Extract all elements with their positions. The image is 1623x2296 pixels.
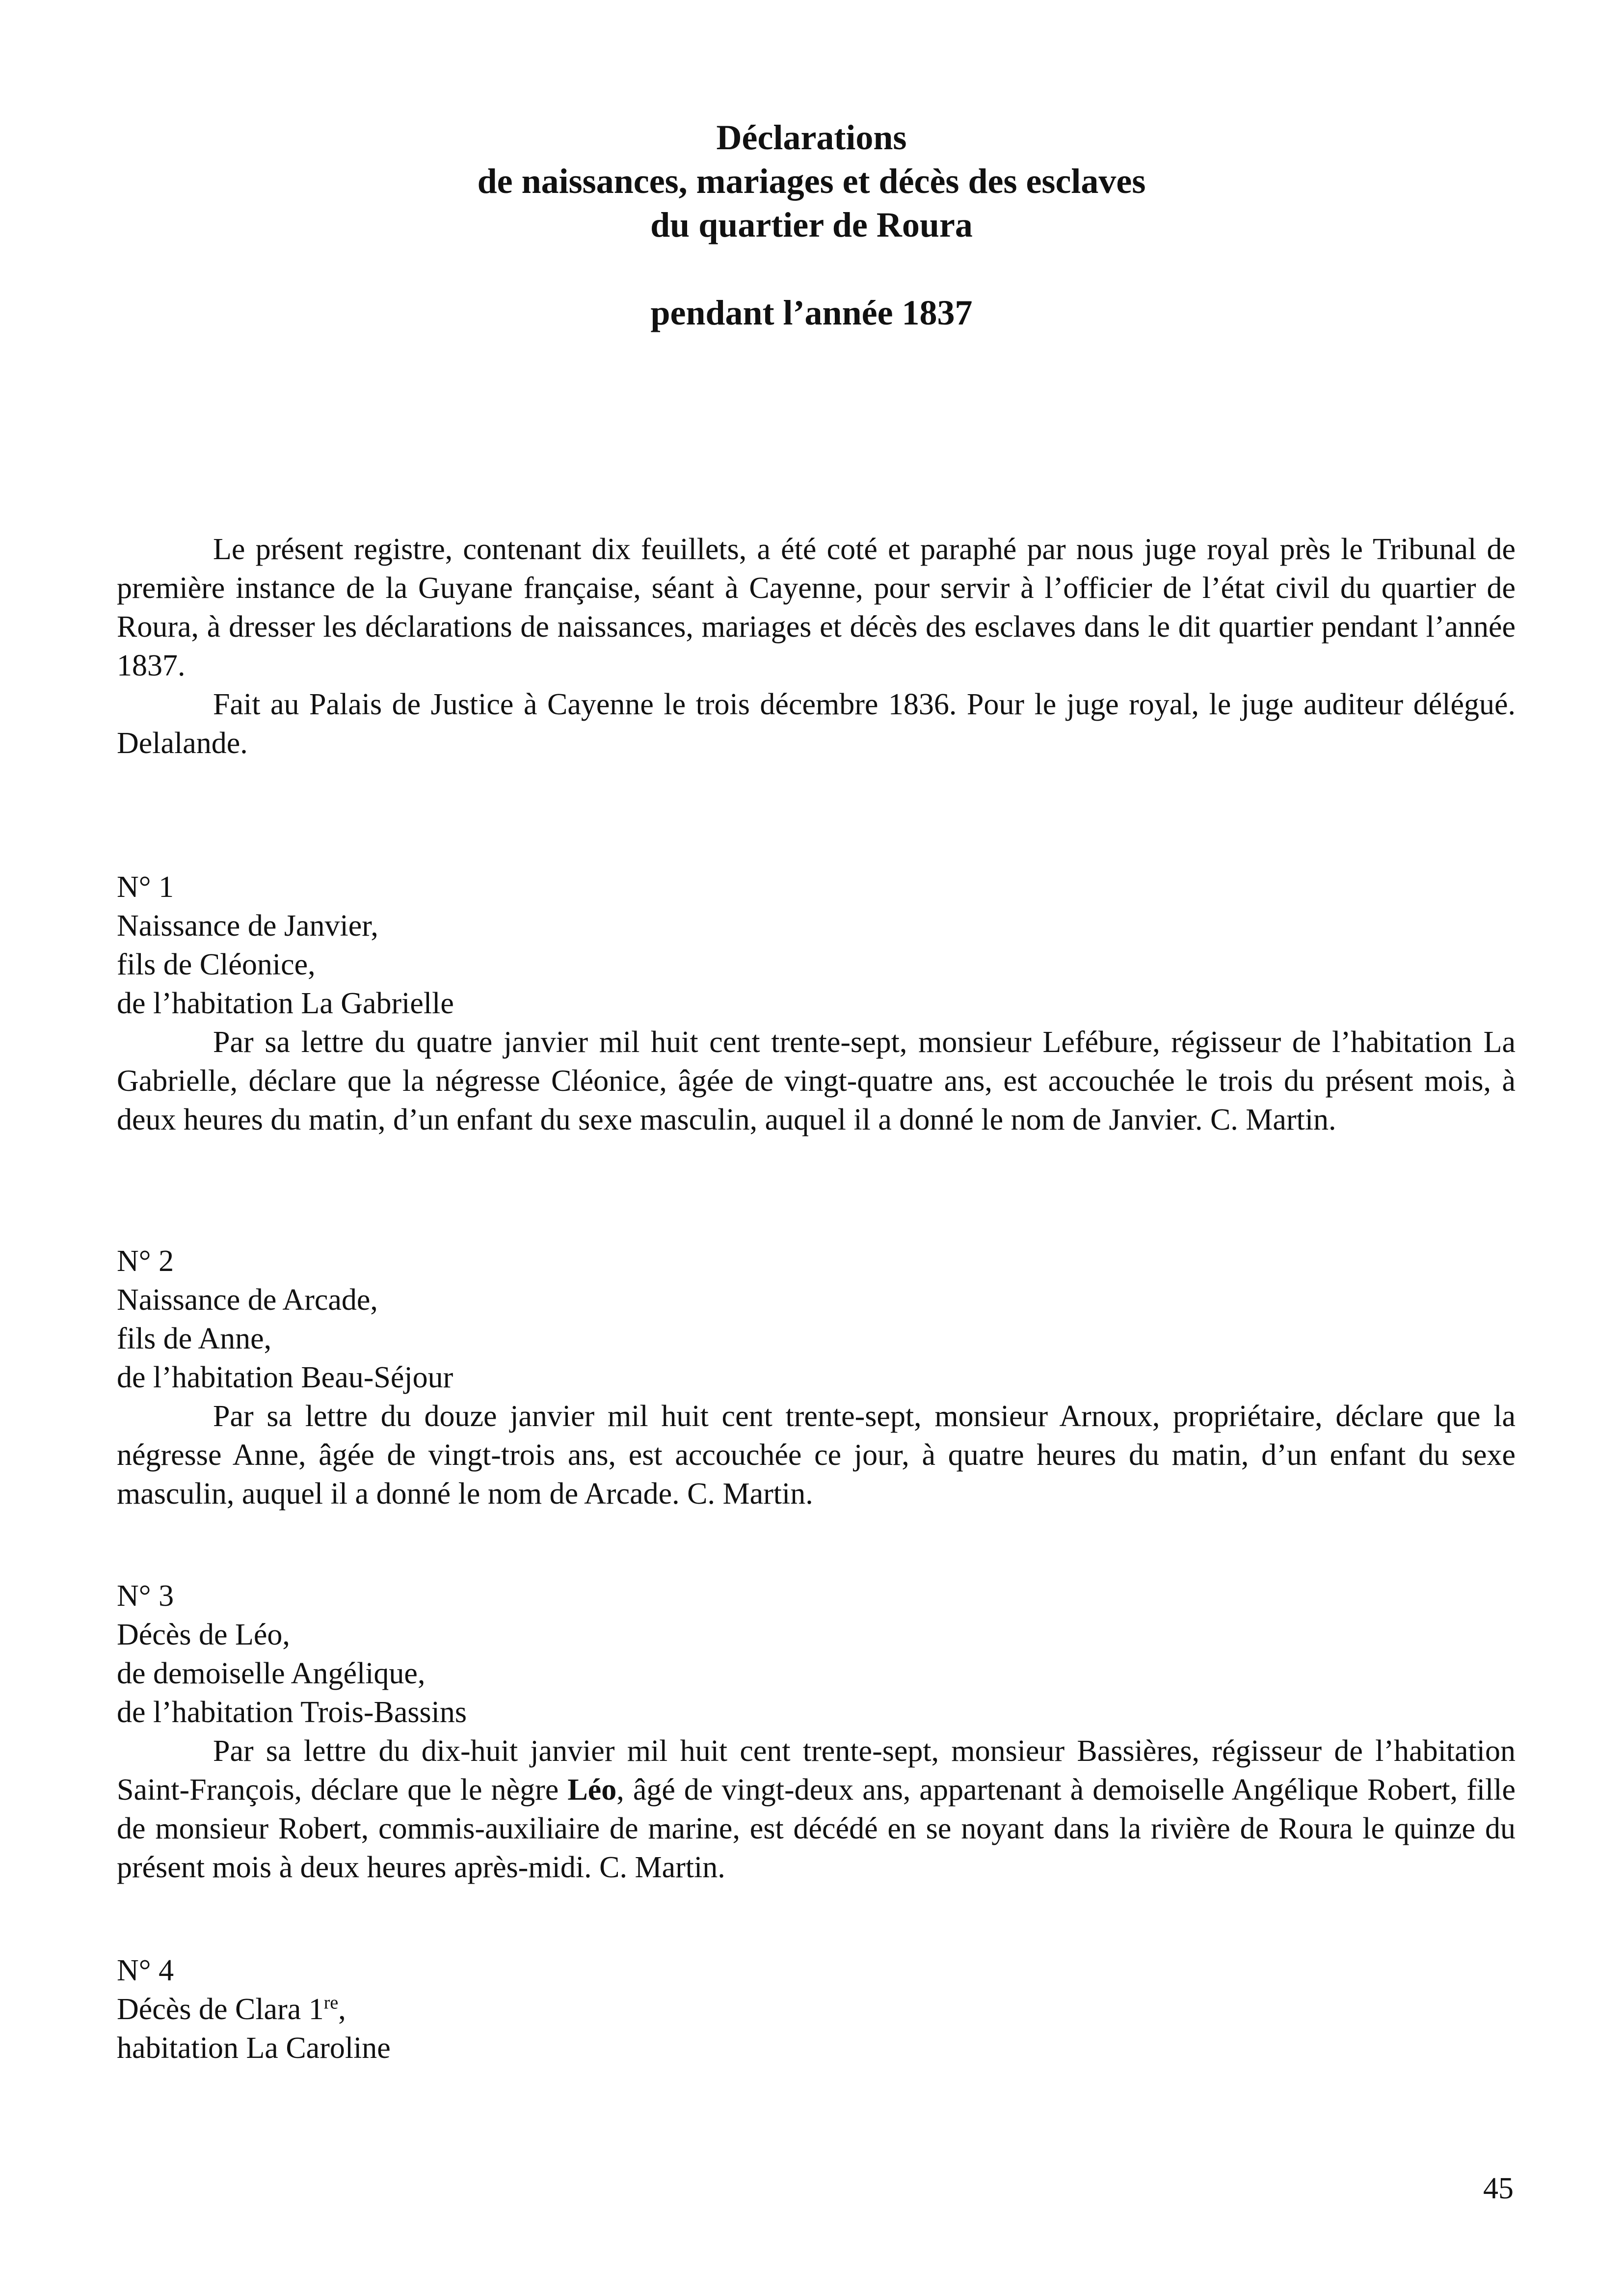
- entry-heading: de demoiselle Angélique,: [117, 1657, 426, 1690]
- entry-body: Par sa lettre du douze janvier mil huit cent trente-sept, monsieur Arnoux, propriétaire, déclare que la négresse Anne, âgée de vingt-trois ans, est accouchée ce jour, à quatre heures du matin, d’un enfant du sexe masculin, auquel il a donné le nom de Arcade. C. Martin.: [117, 1400, 1516, 1511]
- entry-1: [117, 868, 1516, 1139]
- entry-heading: Naissance de Arcade,: [117, 1283, 378, 1317]
- entry-heading: habitation La Caroline: [117, 2031, 391, 2065]
- entry-heading-text: Décès de Clara 1: [117, 1993, 324, 2026]
- entry-heading: Naissance de Janvier,: [117, 909, 378, 943]
- entry-heading: [117, 1990, 1516, 2029]
- entry-heading: fils de Cléonice,: [117, 948, 316, 981]
- title-line-subject: de naissances, mariages et décès des esclaves: [477, 162, 1146, 201]
- page-number: 45: [1483, 2172, 1514, 2205]
- entry-heading-superscript: re: [323, 1992, 339, 2013]
- entry-number: N° 1: [117, 870, 174, 904]
- entry-number: N° 4: [117, 1954, 174, 1987]
- title-line-declarations: Déclarations: [716, 118, 907, 157]
- entry-heading-comma: ,: [338, 1993, 346, 2026]
- preamble-signature-paragraph: Fait au Palais de Justice à Cayenne le trois décembre 1836. Pour le juge royal, le juge auditeur délégué. Delalande.: [117, 688, 1516, 760]
- entry-body-bold-name: Léo: [567, 1773, 617, 1807]
- entry-3: [117, 1577, 1516, 1887]
- entry-number: N° 3: [117, 1579, 174, 1613]
- entry-body-text: Par sa lettre du dix-huit janvier mil huit cent trente-sept, monsieur Bassières, régisseur de l’habitation Saint-François, déclare que le nègre: [117, 1734, 1516, 1807]
- entry-heading: de l’habitation La Gabrielle: [117, 987, 454, 1020]
- entry-number: N° 2: [117, 1244, 174, 1278]
- title-line-quarter: du quartier de Roura: [650, 205, 973, 244]
- entry-4: [117, 1951, 1516, 2068]
- entry-body: Par sa lettre du quatre janvier mil huit cent trente-sept, monsieur Lefébure, régisseur de l’habitation La Gabrielle, déclare que la négresse Cléonice, âgée de vingt-quatre ans, est accouchée le trois du présent mois, à deux heures du matin, d’un enfant du sexe masculin, auquel il a donné le nom de Janvier. C. Martin.: [117, 1026, 1516, 1136]
- entry-heading: de l’habitation Beau-Séjour: [117, 1361, 453, 1394]
- preamble: [117, 530, 1516, 763]
- entry-body: [117, 1732, 1516, 1887]
- preamble-paragraph: Le présent registre, contenant dix feuillets, a été coté et paraphé par nous juge royal près le Tribunal de première instance de la Guyane française, séant à Cayenne, pour servir à l’officier de l’état civil du quartier de Roura, à dresser les déclarations de naissances, mariages et décès des esclaves dans le dit quartier pendant l’année 1837.: [117, 533, 1516, 682]
- title-line-year: pendant l’année 1837: [650, 293, 973, 332]
- entry-heading: fils de Anne,: [117, 1322, 272, 1355]
- entry-heading: de l’habitation Trois-Bassins: [117, 1696, 467, 1729]
- document-title-block: [0, 116, 1623, 335]
- entry-2: [117, 1242, 1516, 1513]
- entry-heading: Décès de Léo,: [117, 1618, 290, 1651]
- entry-body-text: , âgé de vingt-deux ans, appartenant à demoiselle Angélique Robert, fille de monsieur Robert, commis-auxiliaire de marine, est décédé en se noyant dans la rivière de Roura le quinze du présent mois à deux heures après-midi. C. Martin.: [117, 1773, 1516, 1884]
